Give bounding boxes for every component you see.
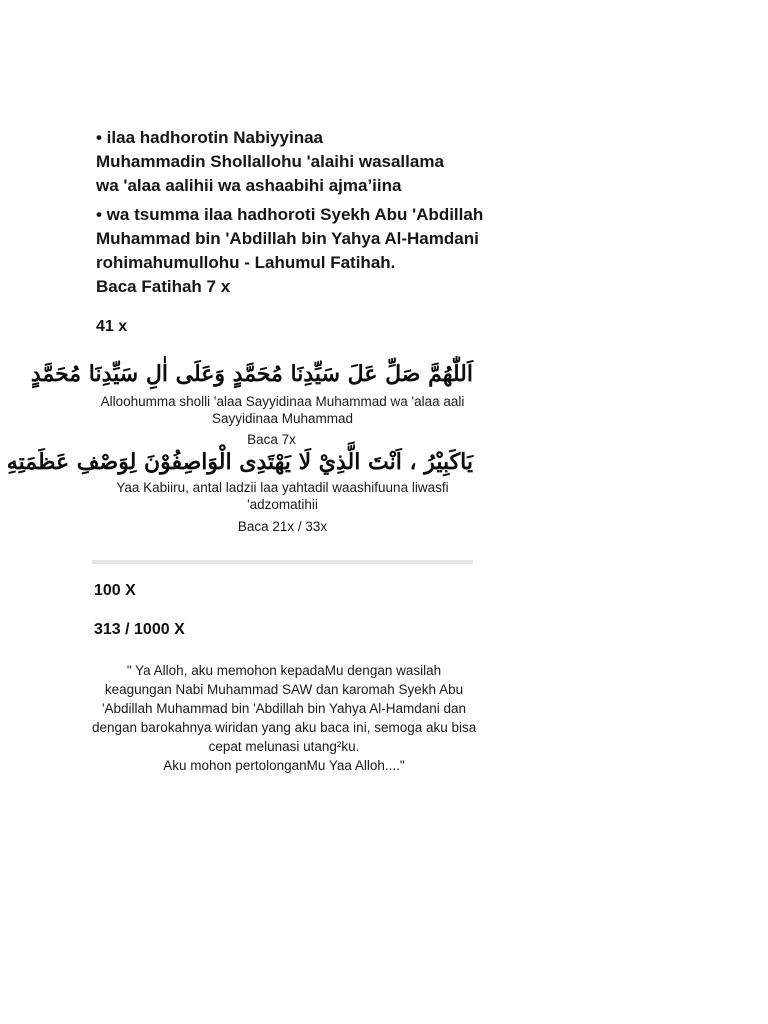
divider <box>92 560 473 564</box>
text-line: cepat melunasi utang²ku. <box>208 739 360 754</box>
kabiir-arabic: يَاكَبِيْرُ ، اَنْتَ الَّذِيْ لَا يَهْتَدِى الْوَاصِفُوْنَ لِوَصْفِ عَظَمَتِهِ <box>6 449 473 475</box>
count-41: 41 x <box>96 318 128 335</box>
text-line: Alloohumma sholli 'alaa Sayyidinaa Muhammad wa 'alaa aali <box>100 394 465 409</box>
text-line: Muhammadin Shollallohu 'alaihi wasallama <box>96 152 444 171</box>
kabiir-baca: Baca 21x / 33x <box>237 519 328 534</box>
text-line: " Ya Alloh, aku memohon kepadaMu dengan wasilah <box>126 663 442 678</box>
text-line: keagungan Nabi Muhammad SAW dan karomah Syekh Abu <box>104 682 464 697</box>
dedication-paragraph-1 <box>96 126 516 198</box>
recitation-box <box>6 355 473 565</box>
text-line: Muhammad bin 'Abdillah bin Yahya Al-Hamdani <box>96 229 479 248</box>
text-line: wa 'alaa aalihii wa ashaabihi ajma’iina <box>96 176 402 195</box>
text-line: • ilaa hadhorotin Nabiyyinaa <box>96 128 324 147</box>
kabiir-transliteration <box>92 479 473 513</box>
text-line: rohimahumullohu - Lahumul Fatihah. <box>96 253 396 272</box>
text-line: 'adzomatihii <box>247 497 318 512</box>
count-100: 100 X <box>94 582 136 599</box>
salawat-arabic: اَللّٰهُمَّ صَلِّ عَلَ سَيِّدِنَا مُحَمَّدٍ وَعَلَى اٰلِ سَيِّدِنَا مُحَمَّدٍ <box>30 361 473 387</box>
text-line: 'Abdillah Muhammad bin 'Abdillah bin Yahya Al-Hamdani dan <box>101 701 467 716</box>
salawat-baca: Baca 7x <box>247 432 296 447</box>
dedication-paragraph-2 <box>96 203 516 299</box>
text-line: dengan barokahnya wiridan yang aku baca ini, semoga aku bisa <box>92 720 477 735</box>
text-line: Baca Fatihah 7 x <box>96 277 231 296</box>
closing-prayer <box>92 661 476 775</box>
salawat-transliteration <box>92 393 473 427</box>
text-line: Sayyidinaa Muhammad <box>211 411 354 426</box>
text-line: Yaa Kabiiru, antal ladzii laa yahtadil waashifuuna liwasfi <box>116 480 449 495</box>
count-313-1000: 313 / 1000 X <box>94 621 185 638</box>
text-line: • wa tsumma ilaa hadhoroti Syekh Abu 'Abdillah <box>96 205 484 224</box>
text-line: Aku mohon pertolonganMu Yaa Alloh...." <box>163 758 405 773</box>
